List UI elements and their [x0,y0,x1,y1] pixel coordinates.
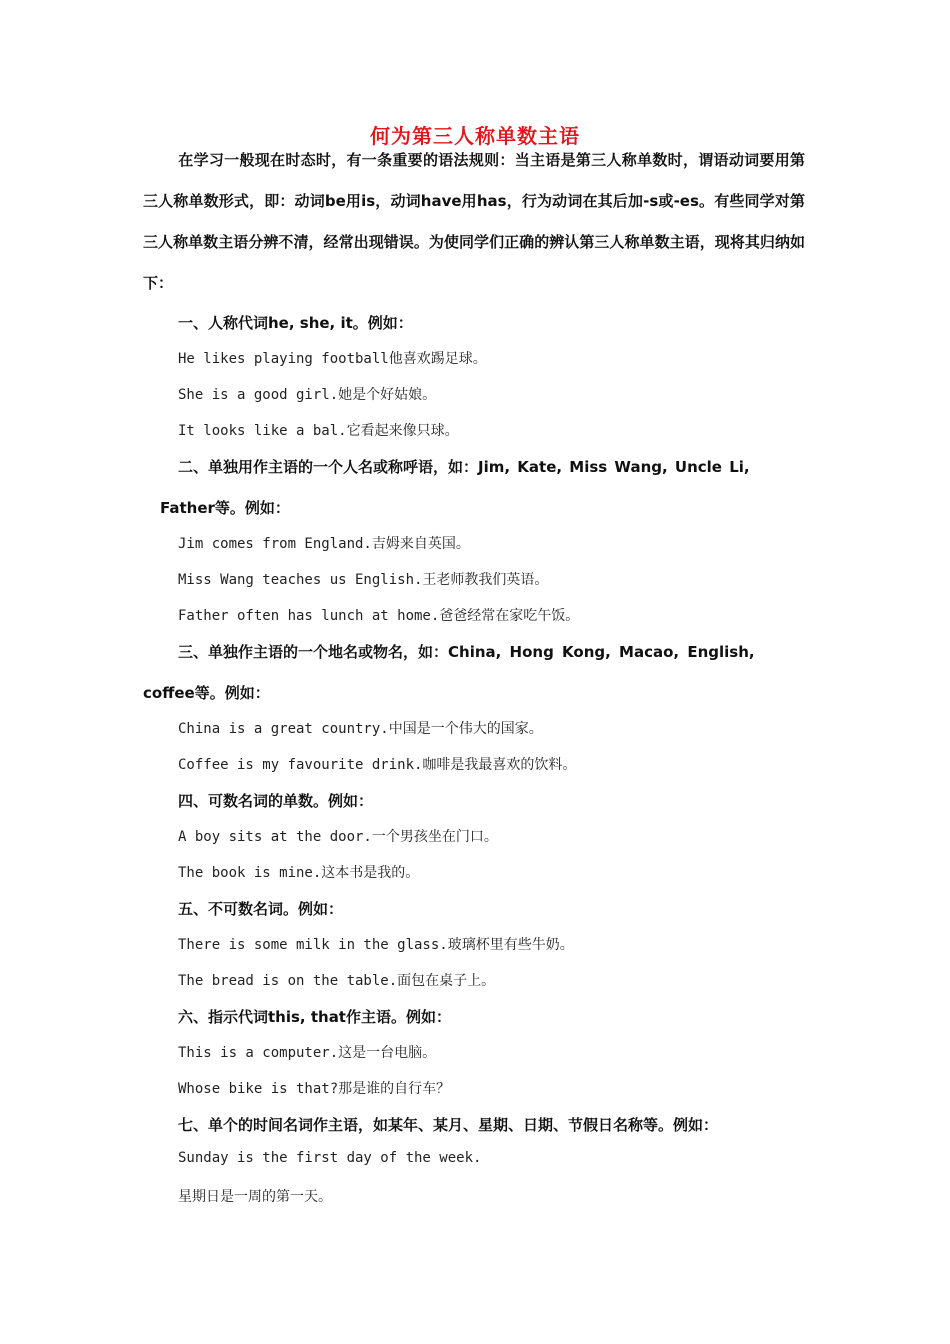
section-heading-6: 六、指示代词this, that作主语。例如： [178,1008,451,1026]
example-line: The book is mine.这本书是我的。 [178,865,420,881]
example-line: He likes playing football他喜欢踢足球。 [178,351,487,367]
section-heading-7: 七、单个的时间名词作主语，如某年、某月、星期、日期、节假日名称等。例如： [178,1116,719,1134]
section-heading-2: 二、单独用作主语的一个人名或称呼语，如：Jim, Kate, Miss Wang, Uncle Li, [178,458,750,476]
example-line: It looks like a bal.它看起来像只球。 [178,423,459,439]
section-heading-3-cont: coffee等。例如： [143,684,270,702]
example-line: Coffee is my favourite drink.咖啡是我最喜欢的饮料。 [178,757,577,773]
section-heading-5: 五、不可数名词。例如： [178,900,344,918]
section-heading-1: 一、人称代词he, she, it。例如： [178,314,413,332]
example-line: Whose bike is that?那是谁的自行车？ [178,1081,451,1097]
example-line: Jim comes from England.吉姆来自英国。 [178,536,470,552]
example-line: She is a good girl.她是个好姑娘。 [178,387,437,403]
section-heading-4: 四、可数名词的单数。例如： [178,792,374,810]
example-line: There is some milk in the glass.玻璃杯里有些牛奶。 [178,937,574,953]
example-line: Sunday is the first day of the week. [178,1150,482,1166]
example-line: 星期日是一周的第一天。 [178,1189,332,1205]
example-line: The bread is on the table.面包在桌子上。 [178,973,496,989]
intro-text: 在学习一般现在时态时，有一条重要的语法规则：当主语是第三人称单数时，谓语动词要用第三人称单数形式，即：动词be用is，动词have用has，行为动词在其后加-s或-es。有些同学对第三人称单数主语分辨不清，经常出现错误。为使同学们正确的辨认第三人称单数主语，现将其归纳如下： [143,151,805,292]
section-heading-3: 三、单独作主语的一个地名或物名，如：China, Hong Kong, Macao, English, [178,643,755,661]
intro-paragraph [143,140,805,304]
section-heading-2-cont: Father等。例如： [160,499,290,517]
page-title: 何为第三人称单数主语 [370,124,580,148]
example-line: Miss Wang teaches us English.王老师教我们英语。 [178,572,549,588]
example-line: A boy sits at the door.一个男孩坐在门口。 [178,829,498,845]
example-line: Father often has lunch at home.爸爸经常在家吃午饭。 [178,608,580,624]
example-line: This is a computer.这是一台电脑。 [178,1045,437,1061]
example-line: China is a great country.中国是一个伟大的国家。 [178,721,543,737]
